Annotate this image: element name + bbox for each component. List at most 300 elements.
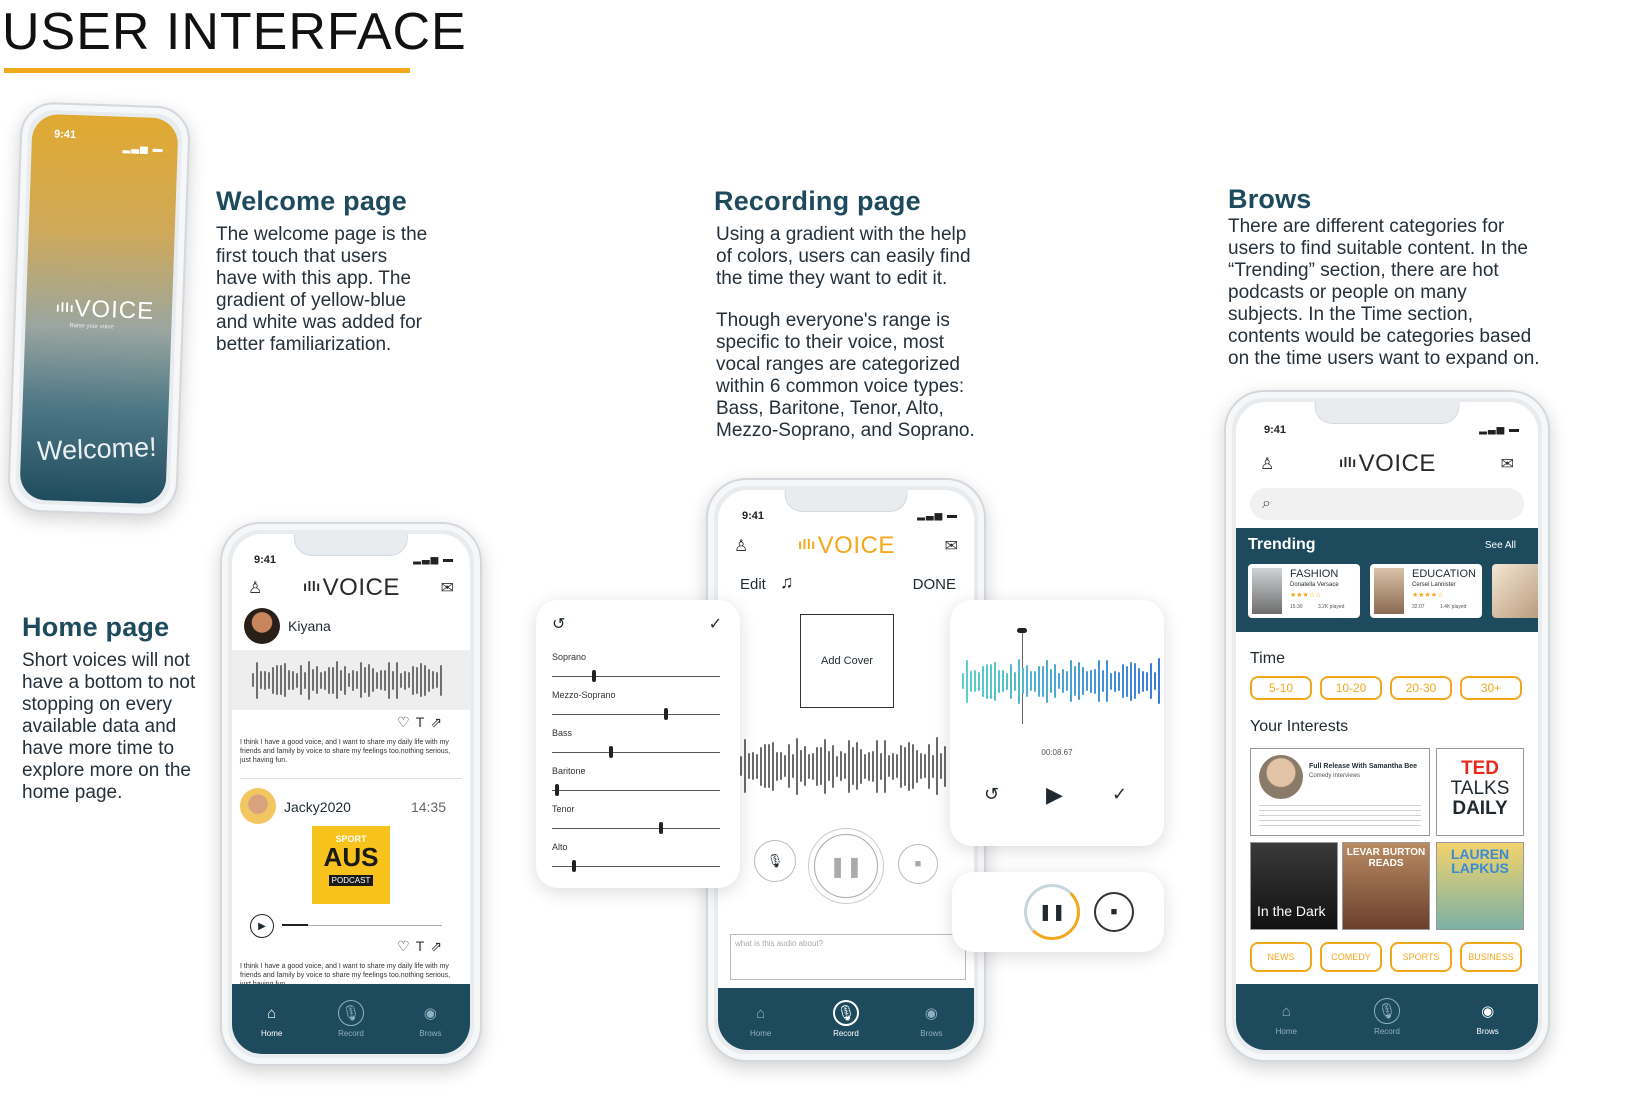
home-line: home page.: [22, 782, 123, 803]
wave-bar: [780, 752, 782, 780]
mic-button[interactable]: [754, 840, 796, 882]
playhead-handle[interactable]: [1017, 628, 1027, 633]
phone-notch: [294, 534, 408, 556]
wave-bar: [1082, 667, 1084, 695]
home-description: [22, 650, 222, 804]
wave-bar: [1086, 671, 1088, 691]
play-button[interactable]: [250, 914, 274, 938]
wave-bar: [428, 669, 430, 692]
wave-bar: [1094, 669, 1096, 694]
wave-bar: [966, 660, 968, 703]
wave-bar: [944, 746, 946, 787]
trending-photo: [1374, 568, 1404, 614]
play-icon[interactable]: ▶: [1046, 782, 1063, 807]
cover-main-text: AUS: [323, 842, 379, 872]
brows-line: “Trending” section, there are hot: [1228, 260, 1499, 281]
wave-bar: [994, 662, 996, 701]
app-logo: [1339, 450, 1436, 478]
post-actions: [397, 714, 448, 731]
wave-bar: [1038, 666, 1040, 697]
wave-bar: [356, 671, 358, 689]
signal-icon: ▂▃▅ ▬: [122, 142, 164, 156]
stop-icon: ■: [914, 858, 922, 870]
wave-bar: [816, 747, 818, 786]
wave-bar: [832, 745, 834, 788]
recording-line: within 6 common voice types:: [716, 376, 965, 397]
wave-bar: [740, 756, 742, 776]
wave-bar: [978, 672, 980, 691]
time-filter[interactable]: 10-20: [1320, 676, 1382, 700]
tab-home[interactable]: [1273, 998, 1299, 1036]
search-input[interactable]: [1250, 488, 1524, 520]
voice-type-slider-track[interactable]: [552, 828, 720, 829]
wave-bar: [1062, 669, 1064, 693]
tab-home[interactable]: [259, 1000, 285, 1038]
wave-bar: [888, 755, 890, 777]
voice-type-card: [536, 600, 740, 888]
trending-card[interactable]: [1248, 564, 1360, 618]
pause-icon: ❚❚: [1038, 904, 1066, 921]
wave-bar: [384, 670, 386, 691]
wave-bar: [1002, 670, 1004, 692]
brows-heading: Brows: [1228, 184, 1312, 214]
welcome-description: [216, 224, 476, 356]
wave-bar: [316, 666, 318, 694]
welcome-line: have with this app. The: [216, 268, 412, 289]
logo-text: VOICE: [817, 532, 895, 559]
tile-title: LAUREN LAPKUS: [1450, 846, 1510, 876]
wave-bar: [928, 744, 930, 789]
recording-description: [716, 224, 1006, 442]
wave-bar: [1046, 660, 1048, 703]
tab-brows[interactable]: [417, 1000, 443, 1038]
category-pill[interactable]: BUSINESS: [1460, 942, 1522, 972]
translate-icon[interactable]: T: [415, 938, 431, 954]
avatar[interactable]: [244, 608, 280, 644]
feature-title: Full Release With Samantha Bee: [1309, 763, 1418, 770]
home-screen: [232, 534, 470, 1054]
trending-card[interactable]: [1492, 564, 1538, 618]
profile-icon[interactable]: ♙: [734, 538, 749, 555]
wave-bar: [1130, 662, 1132, 701]
app-header: [232, 574, 470, 602]
tab-brows[interactable]: [1475, 998, 1501, 1036]
tab-brows[interactable]: [918, 1000, 944, 1038]
heart-icon[interactable]: ♡: [397, 714, 416, 730]
brows-description: [1228, 216, 1568, 370]
home-line: available data and: [22, 716, 177, 737]
signal-icon: ▂▃▅ ▬: [413, 554, 454, 565]
trending-duration: 15:30: [1290, 604, 1303, 610]
recording-line: Though everyone's range is: [716, 310, 950, 331]
wave-bar: [1158, 658, 1160, 704]
logo-text: VOICE: [73, 295, 155, 325]
feature-description: [1259, 805, 1421, 827]
recording-line: Bass, Baritone, Tenor, Alto,: [716, 398, 944, 419]
wave-bar: [748, 753, 750, 779]
wave-bar: [1106, 660, 1108, 702]
voice-type-slider-track[interactable]: [552, 676, 720, 677]
ted-line: DAILY: [1452, 798, 1508, 819]
app-logo: [798, 532, 895, 560]
welcome-screen: [19, 114, 178, 505]
welcome-greeting: Welcome!: [36, 431, 158, 467]
share-icon[interactable]: ⇗: [430, 714, 448, 730]
wave-bar: [876, 740, 878, 793]
podcast-tile[interactable]: [1250, 842, 1338, 930]
logo-bars-icon: ıllı: [1339, 454, 1357, 470]
podcast-tile[interactable]: [1436, 842, 1524, 930]
see-all-link[interactable]: See All: [1484, 540, 1516, 551]
app-logo: [303, 574, 400, 602]
check-icon[interactable]: ✓: [708, 616, 722, 633]
voice-type-slider-track[interactable]: [552, 752, 720, 753]
brows-phone: [1224, 390, 1550, 1062]
wave-bar: [1110, 673, 1112, 690]
wave-bar: [1066, 671, 1068, 691]
voice-type-label: Soprano: [552, 652, 587, 662]
feature-tile[interactable]: [1250, 748, 1430, 836]
wave-bar: [752, 752, 754, 780]
wave-bar: [336, 661, 338, 699]
divider: [240, 778, 462, 779]
wave-bar: [824, 739, 826, 794]
tab-bar: [1236, 984, 1538, 1050]
brows-line: There are different categories for: [1228, 216, 1505, 237]
voice-type-slider-track[interactable]: [552, 790, 720, 791]
pause-button[interactable]: [1024, 884, 1080, 940]
wave-bar: [848, 740, 850, 793]
wave-bar: [1098, 660, 1100, 702]
mail-icon[interactable]: ✉: [440, 580, 454, 597]
tab-record[interactable]: [1374, 998, 1400, 1036]
wave-bar: [1014, 672, 1016, 691]
wave-bar: [372, 668, 374, 692]
wave-bar: [412, 666, 414, 695]
wave-bar: [276, 665, 278, 695]
wave-bar: [392, 671, 394, 690]
voice-type-slider-knob[interactable]: [664, 708, 668, 720]
add-cover-button[interactable]: Add Cover: [800, 614, 894, 708]
wave-bar: [288, 670, 290, 690]
wave-bar: [320, 672, 322, 689]
phone-notch: [1315, 402, 1460, 424]
logo-bars-icon: ıllı: [55, 299, 75, 316]
mail-icon[interactable]: ✉: [944, 538, 958, 555]
tab-label: Brows: [1476, 1027, 1499, 1036]
trending-duration: 32:07: [1412, 604, 1425, 610]
brows-line: podcasts or people on many: [1228, 282, 1467, 303]
wave-bar: [440, 665, 442, 696]
tab-bar: [232, 984, 470, 1054]
profile-icon[interactable]: ♙: [1260, 456, 1275, 473]
ted-tile[interactable]: [1436, 748, 1524, 836]
wave-bar: [388, 662, 390, 699]
feature-photo: [1259, 755, 1303, 799]
status-time: 9:41: [254, 554, 277, 566]
voice-type-label: Alto: [552, 842, 568, 852]
recording-screen: [718, 490, 974, 1050]
recording-line: specific to their voice, most: [716, 332, 945, 353]
wave-bar: [1078, 662, 1080, 700]
wave-bar: [788, 744, 790, 788]
wave-bar: [982, 666, 984, 697]
home-heading: Home page: [22, 612, 170, 642]
welcome-heading: Welcome page: [216, 186, 407, 216]
tab-label: Record: [338, 1029, 364, 1038]
pause-button[interactable]: [814, 834, 878, 898]
post-text: I think I have a good voice, and I want to share my daily life with my friends and family by voice to share my feelings too.nothing serious,: [240, 963, 451, 979]
check-icon[interactable]: ✓: [1112, 784, 1128, 804]
player-waveform: [962, 656, 1160, 706]
time-filter[interactable]: 5-10: [1250, 676, 1312, 700]
mail-icon[interactable]: ✉: [1500, 456, 1514, 473]
status-time: 9:41: [53, 128, 77, 142]
wave-bar: [908, 742, 910, 791]
share-icon[interactable]: ⇗: [430, 938, 448, 954]
done-button[interactable]: DONE: [912, 576, 956, 593]
edit-button[interactable]: Edit: [740, 576, 766, 593]
trending-card[interactable]: [1370, 564, 1482, 618]
wave-bar: [404, 671, 406, 690]
category-pill[interactable]: NEWS: [1250, 942, 1312, 972]
home-phone: [220, 522, 482, 1066]
pause-icon: ❚❚: [829, 855, 863, 878]
translate-icon[interactable]: T: [415, 714, 431, 730]
trending-category: EDUCATION: [1412, 568, 1476, 580]
wave-bar: [800, 750, 802, 782]
stop-icon: ■: [1110, 906, 1118, 918]
wave-bar: [252, 673, 254, 687]
wave-bar: [436, 672, 438, 688]
wave-bar: [1070, 660, 1072, 702]
wave-bar: [860, 749, 862, 784]
wave-bar: [896, 754, 898, 778]
tab-record[interactable]: [833, 1000, 859, 1038]
wave-bar: [990, 664, 992, 699]
wave-bar: [936, 737, 938, 795]
welcome-line: better familiarization.: [216, 334, 392, 355]
phone-notch: [785, 490, 908, 512]
wave-bar: [808, 754, 810, 779]
tab-label: Record: [1374, 1027, 1400, 1036]
feature-subtitle: Comedy Interviews: [1309, 773, 1361, 779]
mic-icon: 🎙: [766, 853, 784, 868]
audio-wave-panel[interactable]: [232, 650, 470, 710]
voice-type-label: Baritone: [552, 766, 586, 776]
title-underline: [4, 68, 410, 73]
logo-bars-icon: ıllı: [798, 536, 816, 552]
wave-bar: [352, 670, 354, 691]
wave-bar: [340, 670, 342, 691]
wave-bar: [932, 755, 934, 778]
welcome-phone: [7, 101, 191, 517]
stop-button[interactable]: [898, 844, 938, 884]
post-actions: [397, 938, 448, 955]
wave-bar: [1022, 668, 1024, 694]
wave-bar: [772, 742, 774, 791]
player-timestamp: 00:08.67: [1041, 748, 1073, 757]
tab-label: Home: [1275, 1027, 1297, 1036]
recording-heading: Recording page: [714, 186, 921, 216]
voice-type-slider-knob[interactable]: [659, 822, 663, 834]
signal-icon: ▂▃▅ ▬: [917, 510, 958, 521]
brows-line: subjects. In the Time section,: [1228, 304, 1474, 325]
brows-line: on the time users want to expand on.: [1228, 348, 1540, 369]
mic-icon: 🎙: [833, 1000, 859, 1026]
tile-title: In the Dark: [1257, 903, 1326, 919]
mic-icon: 🎙: [338, 1000, 364, 1026]
post-text: I think I have a good voice, and I want to share my daily life with my friends and family by voice to share my feelings too.nothing serious, just having fun.: [240, 739, 451, 764]
status-time: 9:41: [742, 510, 765, 522]
ted-line: TALKS: [1450, 778, 1510, 799]
home-line: stopping on every: [22, 694, 172, 715]
voice-type-slider-track[interactable]: [552, 714, 720, 715]
waveform: [252, 658, 442, 702]
welcome-tagline: Raise your voice: [69, 322, 114, 331]
voice-type-slider-knob[interactable]: [592, 670, 596, 682]
category-pill[interactable]: COMEDY: [1320, 942, 1382, 972]
home-line: explore more on the: [22, 760, 191, 781]
trending-plays: 1.4K played: [1440, 604, 1467, 610]
wave-bar: [796, 738, 798, 795]
recording-line: Using a gradient with the help: [716, 224, 967, 245]
wave-bar: [1054, 664, 1056, 698]
voice-type-slider-knob[interactable]: [555, 784, 559, 796]
voice-type-label: Tenor: [552, 804, 575, 814]
time-filter[interactable]: 20-30: [1390, 676, 1452, 700]
undo-icon[interactable]: ↺: [552, 616, 566, 633]
recording-line: of colors, users can easily find: [716, 246, 971, 267]
tab-label: Brows: [419, 1029, 442, 1038]
wave-bar: [864, 754, 866, 779]
wave-bar: [940, 753, 942, 779]
wave-bar: [268, 672, 270, 689]
wave-bar: [744, 739, 746, 793]
wave-bar: [1126, 666, 1128, 697]
wave-bar: [916, 750, 918, 783]
tab-label: Record: [833, 1029, 859, 1038]
wave-bar: [1150, 663, 1152, 699]
wave-bar: [844, 753, 846, 779]
wave-bar: [804, 746, 806, 786]
podcast-cover[interactable]: [312, 826, 390, 904]
wave-bar: [792, 754, 794, 778]
recording-waveform: [740, 736, 946, 796]
wave-bar: [264, 671, 266, 690]
browse-icon: ◉: [423, 1005, 437, 1022]
time-filter[interactable]: 30+: [1460, 676, 1522, 700]
rewind-icon[interactable]: ↺: [984, 784, 1000, 804]
recording-line: vocal ranges are categorized: [716, 354, 960, 375]
tab-bar: [718, 988, 974, 1050]
time-label: Time: [1250, 650, 1285, 667]
voice-type-label: Bass: [552, 728, 573, 738]
voice-type-slider-knob[interactable]: [609, 746, 613, 758]
podcast-tile[interactable]: [1342, 842, 1430, 930]
wave-bar: [1050, 669, 1052, 693]
wave-bar: [1030, 671, 1032, 691]
wave-bar: [998, 670, 1000, 693]
tab-home[interactable]: [748, 1000, 774, 1038]
wave-bar: [828, 751, 830, 781]
wave-bar: [256, 662, 258, 699]
browse-icon: ◉: [1481, 1003, 1495, 1020]
wave-bar: [380, 670, 382, 690]
wave-bar: [852, 747, 854, 785]
cover-bottom-text: PODCAST: [329, 875, 374, 886]
voice-type-label: Mezzo-Soprano: [552, 690, 616, 700]
home-icon: ⌂: [267, 1004, 277, 1022]
wave-bar: [364, 667, 366, 693]
rating-stars: ★★★☆☆: [1290, 592, 1322, 599]
description-input[interactable]: what is this audio about?: [730, 934, 966, 980]
voice-type-slider-track[interactable]: [552, 866, 720, 867]
wave-bar: [784, 755, 786, 777]
wave-bar: [768, 744, 770, 788]
post-time: 14:35: [410, 799, 446, 815]
post-username[interactable]: Kiyana: [288, 618, 331, 634]
wave-bar: [912, 744, 914, 789]
stop-button[interactable]: [1094, 892, 1134, 932]
welcome-logo: [56, 295, 155, 326]
wave-bar: [892, 753, 894, 780]
wave-bar: [920, 753, 922, 779]
cover-top-text: SPORT: [335, 834, 367, 844]
voice-type-slider-knob[interactable]: [572, 860, 576, 872]
category-pill[interactable]: SPORTS: [1390, 942, 1452, 972]
trending-name: Donatella Versace: [1290, 582, 1339, 588]
wave-bar: [836, 756, 838, 777]
wave-bar: [368, 664, 370, 697]
wave-bar: [900, 745, 902, 788]
brows-line: users to find suitable content. In the: [1228, 238, 1528, 259]
wave-bar: [962, 673, 964, 689]
wave-bar: [304, 672, 306, 689]
wave-bar: [432, 671, 434, 689]
signal-icon: ▂▃▅ ▬: [1479, 424, 1520, 435]
avatar[interactable]: [240, 788, 276, 824]
wave-bar: [1154, 672, 1156, 690]
interests-label: Your Interests: [1250, 718, 1349, 735]
add-music-icon[interactable]: ♫: [780, 572, 794, 592]
wave-bar: [872, 751, 874, 782]
wave-bar: [1090, 670, 1092, 693]
trending-photo: [1252, 568, 1282, 614]
tile-title: LEVAR BURTON READS: [1346, 847, 1426, 869]
wave-bar: [400, 673, 402, 688]
wave-bar: [408, 672, 410, 688]
page-title: USER INTERFACE: [2, 3, 467, 61]
welcome-line: and white was added for: [216, 312, 422, 333]
wave-bar: [308, 661, 310, 700]
wave-bar: [1018, 659, 1020, 704]
wave-bar: [1034, 671, 1036, 692]
logo-text: VOICE: [322, 574, 400, 601]
heart-icon[interactable]: ♡: [397, 938, 416, 954]
wave-bar: [880, 753, 882, 780]
recording-line: the time they want to edit it.: [716, 268, 948, 289]
wave-bar: [1118, 672, 1120, 691]
post-username[interactable]: Jacky2020: [284, 799, 351, 815]
tab-record[interactable]: [338, 1000, 364, 1038]
home-icon: ⌂: [756, 1004, 766, 1022]
wave-bar: [1042, 666, 1044, 697]
home-line: have more time to: [22, 738, 175, 759]
profile-icon[interactable]: ♙: [248, 580, 263, 597]
wave-bar: [1114, 671, 1116, 692]
home-line: Short voices will not: [22, 650, 190, 671]
